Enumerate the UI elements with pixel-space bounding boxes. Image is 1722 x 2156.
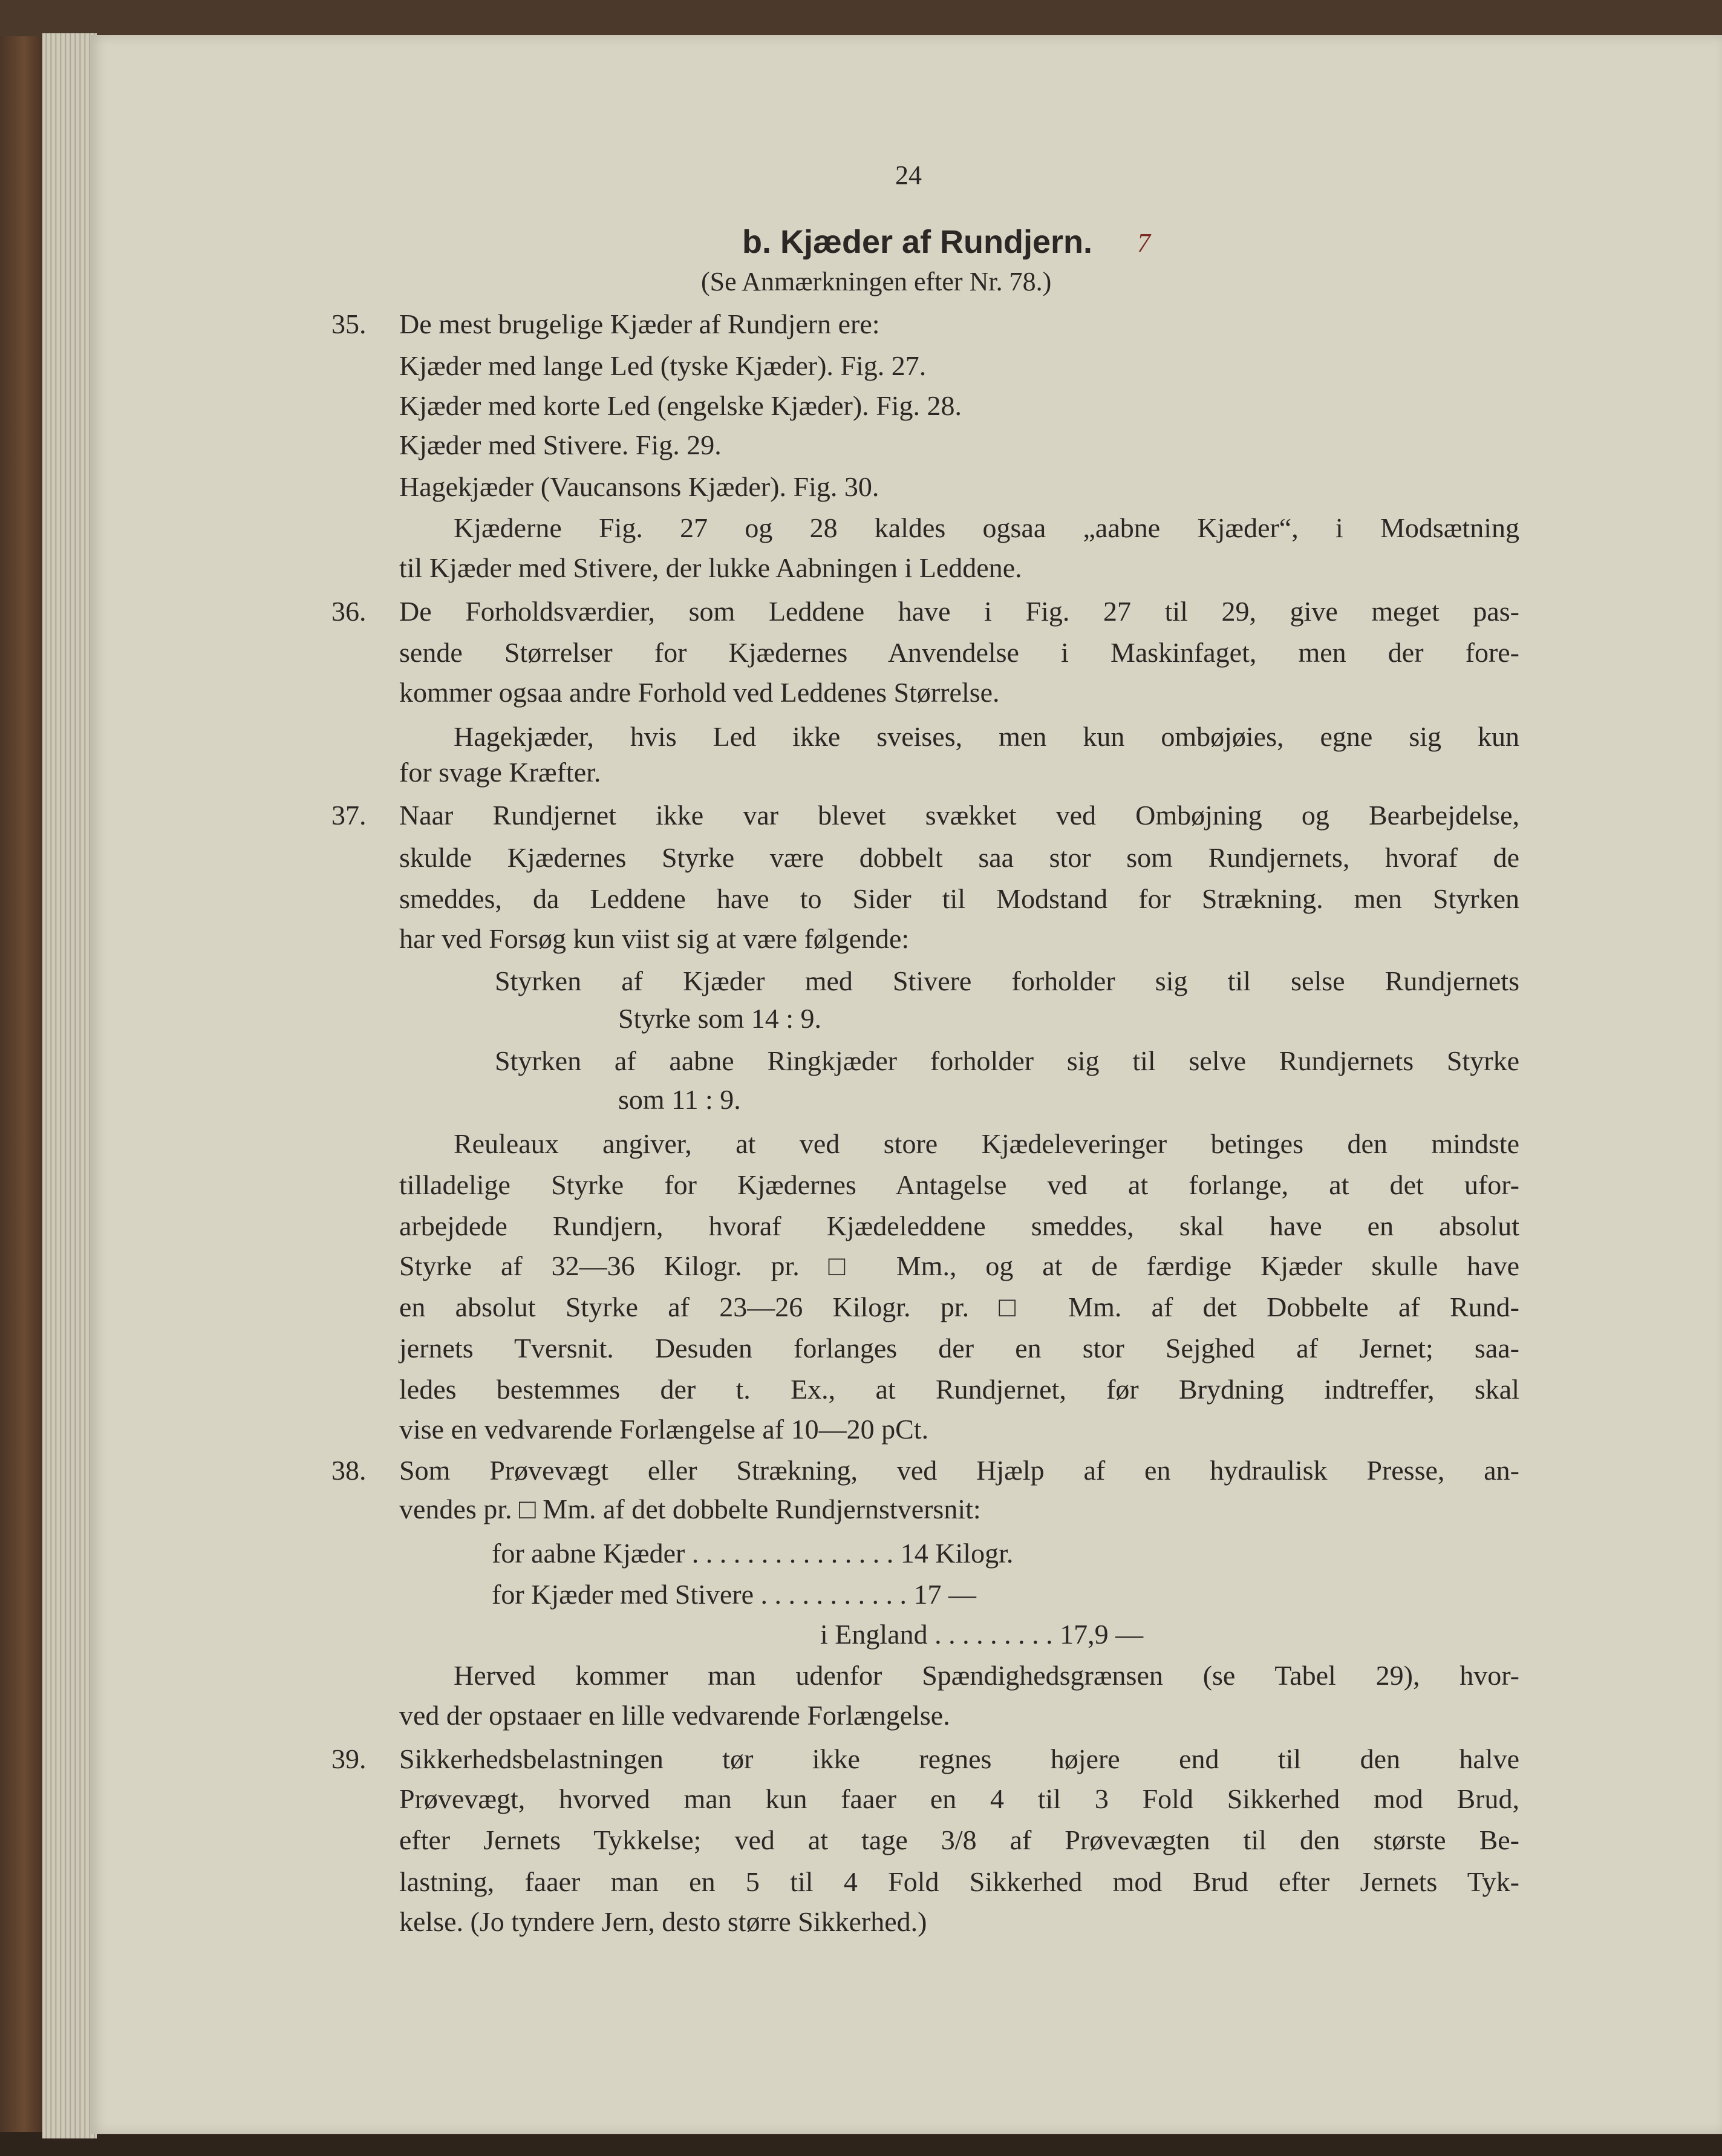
paragraph-number: 38. [331,1455,367,1486]
text-line: Styrken af Kjæder med Stivere forholder sig til selse Rundjernets [495,965,1519,996]
text-line: en absolut Styrke af 23—26 Kilogr. pr. □ Mm. af det Dobbelte af Rund- [399,1292,1519,1322]
text-line: jernets Tversnit. Desuden forlanges der en stor Sejghed af Jernet; saa- [399,1333,1519,1364]
text-line: til Kjæder med Stivere, der lukke Aabningen i Leddene. [399,552,1022,583]
text-line: tilladelige Styrke for Kjædernes Antagelse ved at forlange, at det ufor- [399,1169,1519,1200]
text-line: Styrken af aabne Ringkjæder forholder sig til selve Rundjernets Styrke [495,1045,1519,1076]
text-line: smeddes, da Leddene have to Sider til Modstand for Strækning. men Styrken [399,883,1519,914]
text-line: vendes pr. □ Mm. af det dobbelte Rundjernstversnit: [399,1494,981,1524]
text-line: som 11 : 9. [618,1084,741,1115]
text-line: vise en vedvarende Forlængelse af 10—20 pCt. [399,1414,929,1445]
text-line: De Forholdsværdier, som Leddene have i Fig. 27 til 29, give meget pas- [399,596,1519,627]
text-line: kommer ogsaa andre Forhold ved Leddenes Størrelse. [399,677,1000,708]
text-line: kelse. (Jo tyndere Jern, desto større Sikkerhed.) [399,1906,927,1937]
text-line: for aabne Kjæder . . . . . . . . . . . . . . . 14 Kilogr. [492,1538,1014,1569]
text-line: for svage Kræfter. [399,757,601,788]
paragraph-number: 35. [331,309,367,339]
book-cover-bottom [0,2132,1722,2156]
text-line: ved der opstaaer en lille vedvarende Forlængelse. [399,1700,950,1731]
text-line: for Kjæder med Stivere . . . . . . . . . . . 17 — [492,1579,977,1610]
section-heading: b. Kjæder af Rundjern. [742,224,1093,260]
text-line: Reuleaux angiver, at ved store Kjædeleveringer betinges den mindste [454,1128,1519,1159]
text-line: Kjæder med korte Led (engelske Kjæder). Fig. 28. [399,390,962,421]
text-line: ledes bestemmes der t. Ex., at Rundjernet, før Brydning indtreffer, skal [399,1374,1519,1405]
text-line: Hagekjæder, hvis Led ikke sveises, men kun ombøjøies, egne sig kun [454,721,1519,752]
text-line: Herved kommer man udenfor Spændighedsgrænsen (se Tabel 29), hvor- [454,1660,1519,1691]
book-cover-top [0,0,1722,36]
paragraph-number: 39. [331,1743,367,1774]
text-line: Styrke af 32—36 Kilogr. pr. □ Mm., og at de færdige Kjæder skulle have [399,1250,1519,1281]
text-line: efter Jernets Tykkelse; ved at tage 3/8 af Prøvevægten til den største Be- [399,1824,1519,1855]
text-line: lastning, faaer man en 5 til 4 Fold Sikkerhed mod Brud efter Jernets Tyk- [399,1866,1519,1897]
paragraph-number: 37. [331,800,367,831]
page-stack-edge [42,33,97,2138]
page-number: 24 [895,160,922,190]
text-line: skulde Kjædernes Styrke være dobbelt saa stor som Rundjernets, hvoraf de [399,842,1519,873]
text-line: Hagekjæder (Vaucansons Kjæder). Fig. 30. [399,471,879,502]
text-line: i England . . . . . . . . . 17,9 — [820,1619,1144,1650]
text-line: Styrke som 14 : 9. [618,1003,822,1034]
paragraph-number: 36. [331,596,367,627]
text-line: De mest brugelige Kjæder af Rundjern ere: [399,309,880,339]
text-line: Kjæder med Stivere. Fig. 29. [399,430,722,460]
section-subheading: (Se Anmærkningen efter Nr. 78.) [701,267,1052,296]
text-line: har ved Forsøg kun viist sig at være følgende: [399,923,910,954]
text-line: Som Prøvevægt eller Strækning, ved Hjælp af en hydraulisk Presse, an- [399,1455,1519,1486]
text-line: Sikkerhedsbelastningen tør ikke regnes højere end til den halve [399,1743,1519,1774]
text-line: sende Størrelser for Kjædernes Anvendelse i Maskinfaget, men der fore- [399,637,1519,668]
handwritten-annotation: 7 [1137,228,1150,258]
text-line: Prøvevægt, hvorved man kun faaer en 4 til 3 Fold Sikkerhed mod Brud, [399,1783,1519,1814]
text-line: Kjæderne Fig. 27 og 28 kaldes ogsaa „aabne Kjæder“, i Modsætning [454,512,1519,543]
text-line: Naar Rundjernet ikke var blevet svækket ved Ombøjning og Bearbejdelse, [399,800,1519,831]
text-line: arbejdede Rundjern, hvoraf Kjædeleddene smeddes, skal have en absolut [399,1210,1519,1241]
text-line: Kjæder med lange Led (tyske Kjæder). Fig. 27. [399,350,927,381]
